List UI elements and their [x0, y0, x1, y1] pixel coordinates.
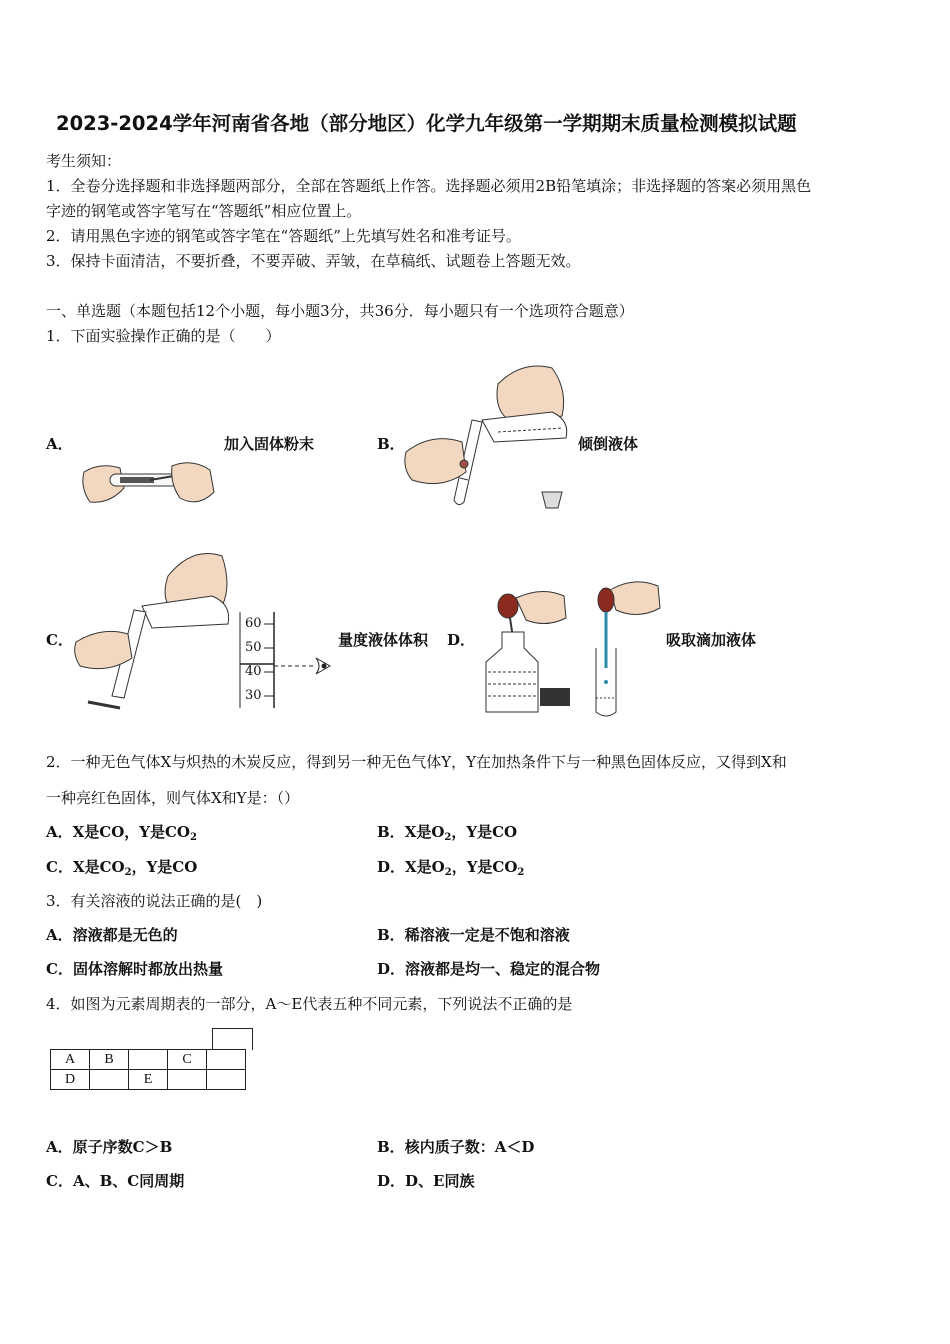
q1-option-b-label[interactable]: B．	[377, 435, 405, 453]
element-cell: C	[168, 1050, 207, 1070]
scale-label-60: 60	[245, 616, 262, 631]
q3-option-c[interactable]: C．固体溶解时都放出热量	[46, 960, 223, 978]
illustration-dropper-tube	[590, 578, 662, 720]
q1-option-b-caption: 倾倒液体	[578, 435, 639, 453]
element-cell	[168, 1070, 207, 1090]
section-heading: 一、单选题（本题包括12个小题，每小题3分，共36分．每小题只有一个选项符合题意）	[46, 302, 634, 320]
q4-option-a[interactable]: A．原子序数C＞B	[46, 1138, 173, 1156]
illustration-measuring-cylinder	[72, 546, 232, 714]
element-cell: E	[129, 1070, 168, 1090]
notice-heading: 考生须知：	[46, 152, 122, 170]
notice-line-3: 2．请用黑色字迹的钢笔或答字笔在“答题纸”上先填写姓名和准考证号。	[46, 227, 521, 245]
notice-line-1: 1．全卷分选择题和非选择题两部分，全部在答题纸上作答。选择题必须用2B铅笔填涂；非选择题的答案必须用黑色	[46, 177, 812, 195]
q3-option-d[interactable]: D．溶液都是均一、稳定的混合物	[377, 960, 601, 978]
element-cell	[207, 1070, 246, 1090]
q1-option-a-label[interactable]: A．	[46, 435, 73, 453]
q3-stem: 3．有关溶液的说法正确的是( )	[46, 892, 263, 910]
illustration-pouring-liquid	[402, 360, 574, 510]
element-cell	[129, 1050, 168, 1070]
q3-option-b[interactable]: B．稀溶液一定是不饱和溶液	[377, 926, 570, 944]
q1-option-c-caption: 量度液体体积	[338, 631, 429, 649]
q4-option-b[interactable]: B．核内质子数：A＜D	[377, 1138, 535, 1156]
notice-line-4: 3．保持卡面清洁，不要折叠，不要弄破、弄皱，在草稿纸、试题卷上答题无效。	[46, 252, 581, 270]
q4-option-d[interactable]: D．D、E同族	[377, 1172, 475, 1190]
q1-option-a-caption: 加入固体粉末	[224, 435, 315, 453]
periodic-table-row	[51, 1070, 246, 1090]
q2-option-a[interactable]: A．X是CO，Y是$CO_2$	[46, 823, 197, 843]
q2-stem-line-2: 一种亮红色固体，则气体X和Y是：（）	[46, 789, 300, 807]
q1-option-c-label[interactable]: C．	[46, 631, 73, 649]
element-cell	[90, 1070, 129, 1090]
scale-label-40: 40	[245, 664, 262, 679]
illustration-powder-adding	[80, 458, 220, 518]
periodic-table-top-cell	[212, 1028, 253, 1050]
illustration-dropper-bottle	[482, 588, 574, 718]
q2-stem-line-1: 2．一种无色气体X与炽热的木炭反应，得到另一种无色气体Y，Y在加热条件下与一种黑色固体反应，又得到X和	[46, 753, 787, 771]
q2-option-c[interactable]: C．X是$CO_2$，Y是CO	[46, 858, 198, 878]
notice-line-2: 字迹的钢笔或答字笔写在“答题纸”相应位置上。	[46, 202, 362, 220]
q2-option-b[interactable]: B．X是$O_2$，Y是CO	[377, 823, 518, 843]
page-title: 2023-2024学年河南省各地（部分地区）化学九年级第一学期期末质量检测模拟试题	[56, 112, 797, 135]
q1-option-d-caption: 吸取滴加液体	[666, 631, 757, 649]
q4-stem: 4．如图为元素周期表的一部分，A～E代表五种不同元素，下列说法不正确的是	[46, 995, 573, 1013]
q3-option-a[interactable]: A．溶液都是无色的	[46, 926, 178, 944]
scale-label-30: 30	[245, 688, 262, 703]
element-cell: D	[51, 1070, 90, 1090]
element-cell: B	[90, 1050, 129, 1070]
periodic-table-row	[51, 1050, 246, 1070]
q1-stem: 1．下面实验操作正确的是（ ）	[46, 327, 281, 345]
q2-option-d[interactable]: D．X是$O_2$，Y是$CO_2$	[377, 858, 525, 878]
element-cell	[207, 1050, 246, 1070]
element-cell: A	[51, 1050, 90, 1070]
q4-option-c[interactable]: C．A、B、C同周期	[46, 1172, 185, 1190]
q1-option-d-label[interactable]: D．	[447, 631, 476, 649]
periodic-table-fragment	[50, 1049, 246, 1090]
scale-label-50: 50	[245, 640, 262, 655]
